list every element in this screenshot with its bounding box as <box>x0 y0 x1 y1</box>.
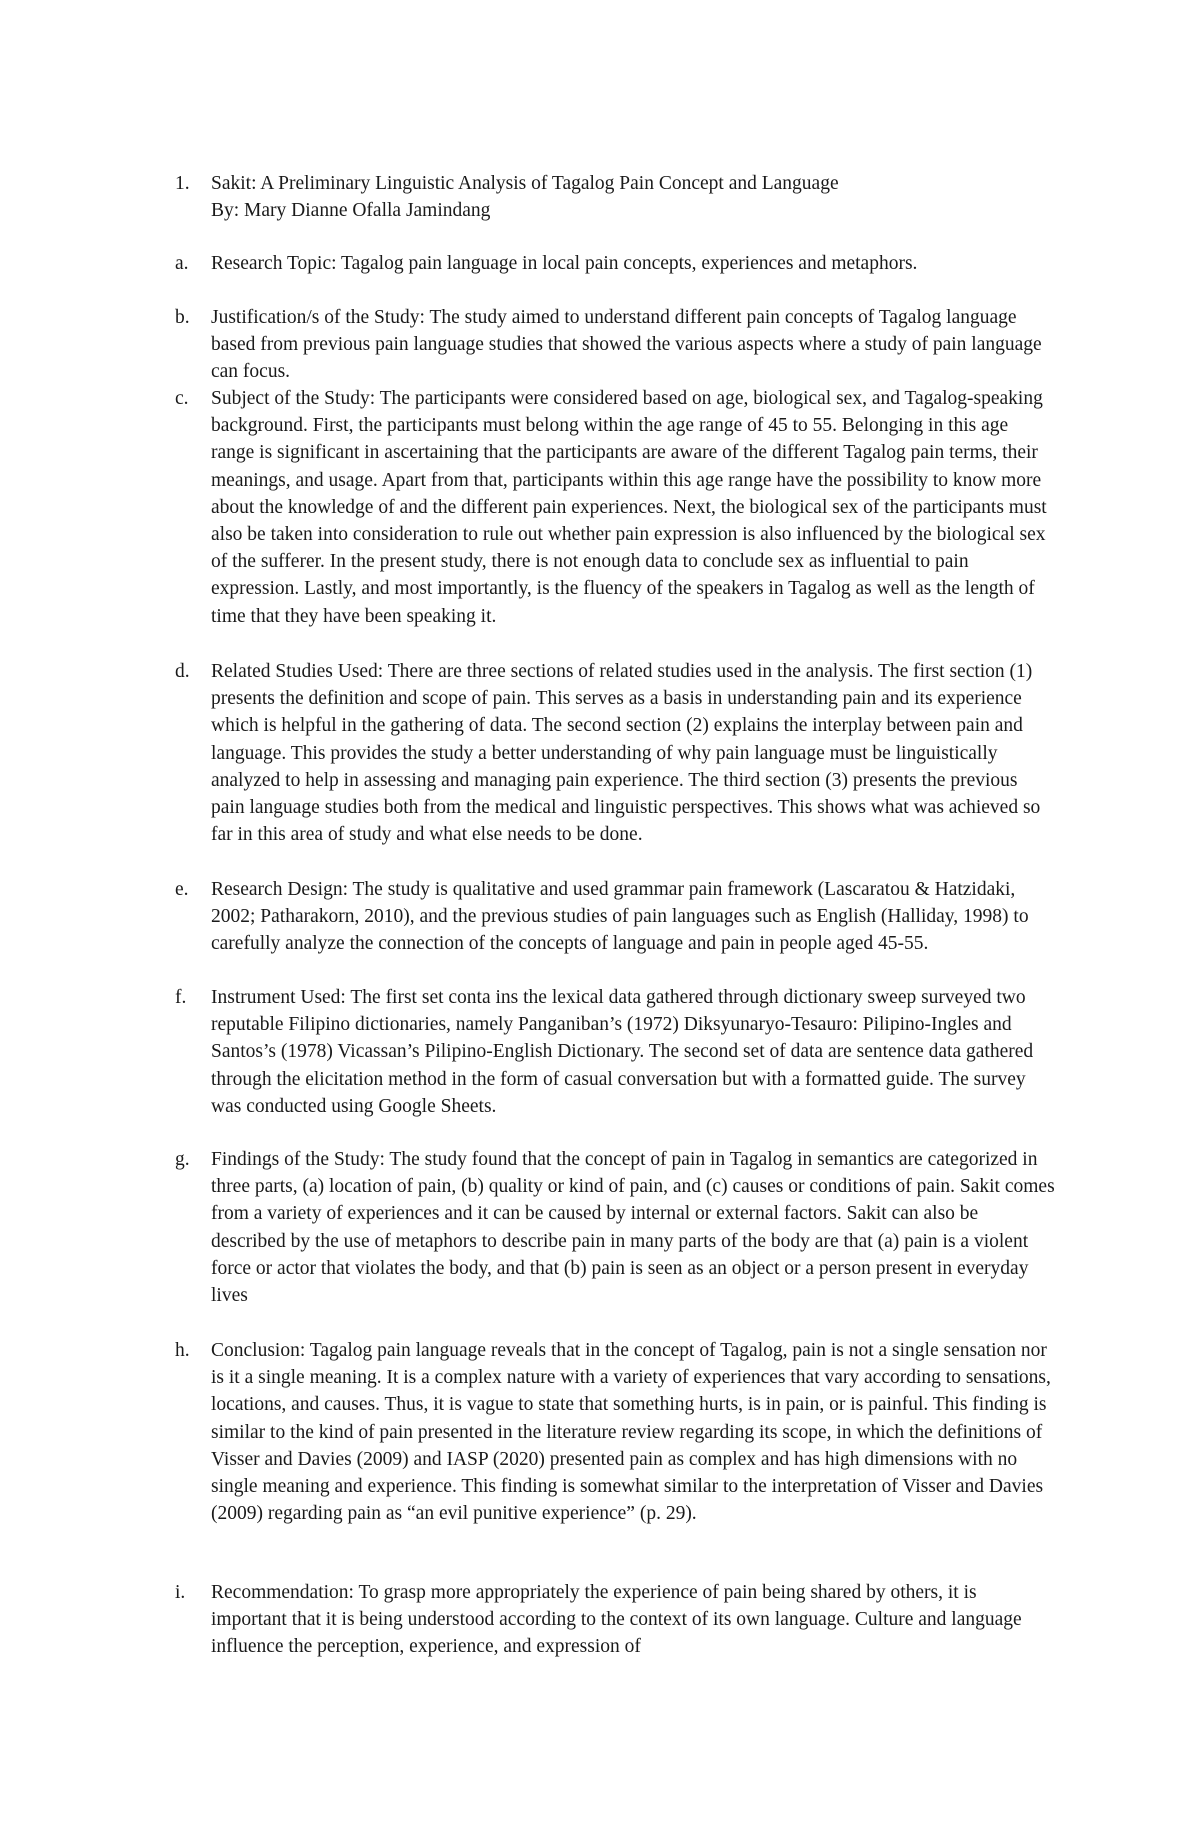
list-item-marker: e. <box>175 879 189 900</box>
list-item-marker: d. <box>175 661 190 682</box>
list-item-text: Instrument Used: The first set conta ins the lexical data gathered through dictionary sweep surveyed two reputable Filipino dictionaries, namely Panganiban’s (1972) Diksyunaryo-Tesauro: Pilipino-Ingles and Santos’s (1978) Vicassan’s Pilipino-English Dictionary. The second set of data are sentence data gathered through the elicitation method in the form of casual conversation but with a formatted guide. The survey was conducted using Google Sheets. <box>211 987 1034 1117</box>
list-item-marker: f. <box>175 987 187 1008</box>
list-item-marker: g. <box>175 1149 190 1170</box>
list-item-conclusion <box>175 1337 1055 1527</box>
document-author: By: Mary Dianne Ofalla Jamindang <box>211 200 491 222</box>
list-item-marker: a. <box>175 253 189 274</box>
list-item-text: Research Topic: Tagalog pain language in local pain concepts, experiences and metaphors. <box>211 253 918 274</box>
heading-number: 1. <box>175 173 190 194</box>
document-title: Sakit: A Preliminary Linguistic Analysis of Tagalog Pain Concept and Language <box>211 173 839 194</box>
list-item-text: Findings of the Study: The study found that the concept of pain in Tagalog in semantics are categorized in three parts, (a) location of pain, (b) quality or kind of pain, and (c) causes or conditions of pain. Sakit comes from a variety of experiences and it can be caused by internal or external factors. Sakit can also be described by the use of metaphors to describe pain in many parts of the body are that (a) pain is a violent force or actor that violates the body, and that (b) pain is seen as an object or a person present in everyday lives <box>211 1149 1055 1307</box>
list-item-text: Related Studies Used: There are three sections of related studies used in the analysis. The first section (1) presents the definition and scope of pain. This serves as a basis in understanding pain and its experience which is helpful in the gathering of data. The second section (2) explains the interplay between pain and language. This provides the study a better understanding of why pain language must be linguistically analyzed to help in assessing and managing pain experience. The third section (3) presents the previous pain language studies both from the medical and linguistic perspectives. This shows what was achieved so far in this area of study and what else needs to be done. <box>211 661 1041 846</box>
document-heading <box>175 170 1055 224</box>
list-item-recommendation <box>175 1579 1055 1661</box>
list-item-subject-of-study <box>175 385 1055 630</box>
list-item-text: Recommendation: To grasp more appropriately the experience of pain being shared by others, it is important that it is being understood according to the context of its own language. Culture and language influence the perception, experience, and expression of <box>211 1582 1022 1658</box>
list-item-text: Subject of the Study: The participants were considered based on age, biological sex, and Tagalog-speaking background. First, the participants must belong within the age range of 45 to 55. Belonging in this age range is significant in ascertaining that the participants are aware of the different Tagalog pain terms, their meanings, and usage. Apart from that, participants within this age range have the possibility to know more about the knowledge of and the different pain experiences. Next, the biological sex of the participants must also be taken into consideration to rule out whether pain expression is also influenced by the biological sex of the sufferer. In the present study, there is not enough data to conclude sex as influential to pain expression. Lastly, and most importantly, is the fluency of the speakers in Tagalog as well as the length of time that they have been speaking it. <box>211 388 1047 627</box>
list-item-text: Conclusion: Tagalog pain language reveals that in the concept of Tagalog, pain is not a single sensation nor is it a single meaning. It is a complex nature with a variety of experiences that vary according to sensations, locations, and causes. Thus, it is vague to state that something hurts, is in pain, or is painful. This finding is similar to the kind of pain presented in the literature review regarding its scope, in which the definitions of Visser and Davies (2009) and IASP (2020) presented pain as complex and has high dimensions with no single meaning and experience. This finding is somewhat similar to the interpretation of Visser and Davies (2009) regarding pain as “an evil punitive experience” (p. 29). <box>211 1340 1051 1525</box>
list-item-marker: i. <box>175 1582 186 1603</box>
list-item-justification <box>175 304 1055 386</box>
list-item-findings <box>175 1146 1055 1309</box>
list-item-instrument-used <box>175 984 1055 1120</box>
list-item-marker: c. <box>175 388 189 409</box>
list-item-marker: b. <box>175 307 190 328</box>
list-item-marker: h. <box>175 1340 190 1361</box>
list-item-text: Research Design: The study is qualitative and used grammar pain framework (Lascaratou & Hatzidaki, 2002; Patharakorn, 2010), and the previous studies of pain languages such as English (Halliday, 1998) to carefully analyze the connection of the concepts of language and pain in people aged 45-55. <box>211 879 1029 955</box>
list-item-related-studies <box>175 658 1055 848</box>
list-item-text: Justification/s of the Study: The study aimed to understand different pain concepts of Tagalog language based from previous pain language studies that showed the various aspects where a study of pain language can focus. <box>211 307 1042 383</box>
list-item-research-design <box>175 876 1055 958</box>
list-item-research-topic <box>175 250 1055 277</box>
